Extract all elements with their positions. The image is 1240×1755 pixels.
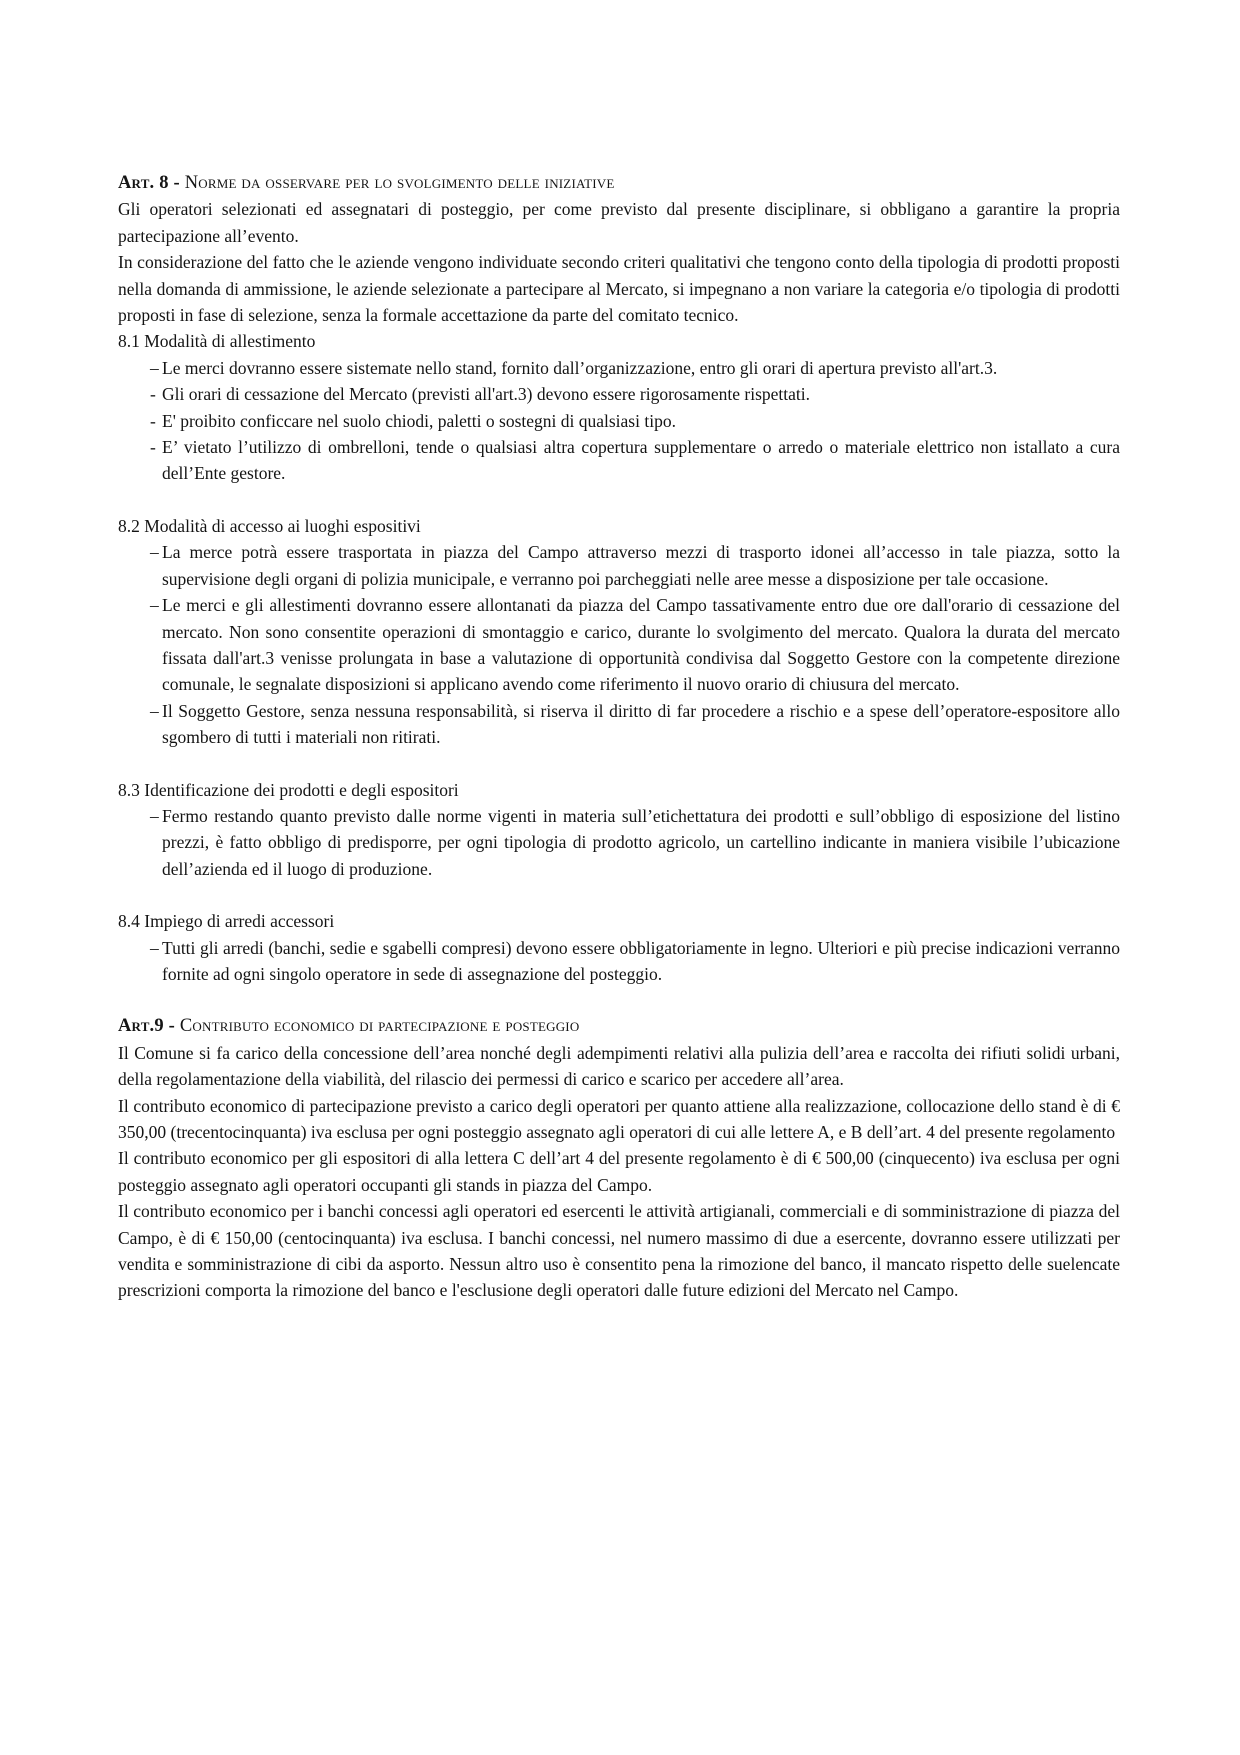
art9-heading-label: Art.9 - — [118, 1016, 180, 1037]
art8-heading-label: Art. 8 - — [118, 173, 185, 193]
list-item-marker: – — [150, 937, 159, 958]
list-item — [118, 539, 1120, 592]
art9-paragraph-4: Il contributo economico per i banchi concessi agli operatori ed esercenti le attività artigianali, commerciali e di somministrazione di piazza del Campo, è di € 150,00 (centocinquanta) iva esclusa. I banchi concessi, nel numero massimo di due a esercente, dovranno essere utilizzati per vendita e somministrazione di cibi da asporto. Nessun altro uso è consentito pena la rimozione del banco, il mancato rispetto delle suelencate prescrizioni comporta la rimozione del banco e l'esclusione degli operatori dalle future edizioni del Mercato nel Campo. — [118, 1201, 1120, 1301]
art8-heading — [118, 170, 1120, 196]
list-item-marker: – — [150, 542, 159, 563]
list-item-marker: - — [150, 437, 156, 458]
list-item-text: Le merci e gli allestimenti dovranno essere allontanati da piazza del Campo tassativamente entro due ore dall'orario di cessazione del mercato. Non sono consentite operazioni di smontaggio e carico, durante lo svolgimento del mercato. Qualora la durata del mercato fissata dall'art.3 venisse prolungata in base a valutazione di opportunità condivisa dal Soggetto Gestore con la competente direzione comunale, le segnalate disposizioni si applicano avendo come riferimento il nuovo orario di chiusura del mercato. — [162, 595, 1120, 695]
list-item-marker: – — [150, 805, 159, 826]
list-item-marker: - — [150, 384, 156, 405]
list-item-text: La merce potrà essere trasportata in piazza del Campo attraverso mezzi di trasporto idonei all’accesso in tale piazza, sotto la supervisione degli organi di polizia municipale, e verranno poi parcheggiati nelle aree messe a disposizione per tale occasione. — [162, 542, 1120, 589]
art9-heading — [118, 1013, 1120, 1039]
art9-paragraph-1: Il Comune si fa carico della concessione dell’area nonché degli adempimenti relativi alla pulizia dell’area e raccolta dei rifiuti solidi urbani, della regolamentazione della viabilità, del rilascio dei permessi di carico e scarico per accedere all’area. — [118, 1042, 1120, 1090]
list-item-text: Il Soggetto Gestore, senza nessuna responsabilità, si riserva il diritto di far procedere a rischio e a spese dell’operatore-espositore allo sgombero di tutti i materiali non ritirati. — [162, 700, 1120, 748]
art9-paragraph-2: Il contributo economico di partecipazione previsto a carico degli operatori per quanto attiene alla realizzazione, collocazione dello stand è di € 350,00 (trecentocinquanta) iva esclusa per ogni posteggio assegnato agli operatori di cui alle lettere A, e B dell’art. 4 del presente regolamento — [118, 1095, 1120, 1142]
art8-paragraph-1: Gli operatori selezionati ed assegnatari di posteggio, per come previsto dal presente disciplinare, si obbligano a garantire la propria partecipazione all’evento. — [118, 199, 1120, 246]
list-item — [118, 355, 1120, 381]
art8-paragraph-2: In considerazione del fatto che le aziende vengono individuate secondo criteri qualitativi che tengono conto della tipologia di prodotti proposti nella domanda di ammissione, le aziende selezionate a partecipare al Mercato, si impegnano a non variare la categoria e/o tipologia di prodotti proposti in fase di selezione, senza la formale accettazione da parte del comitato tecnico. — [118, 252, 1120, 326]
art9-paragraph-3: Il contributo economico per gli espositori di alla lettera C dell’art 4 del presente regolamento è di € 500,00 (cinquecento) iva esclusa per ogni posteggio assegnato agli operatori occupanti gli stands in piazza del Campo. — [118, 1148, 1120, 1195]
subsection-title-8-3: 8.3 Identificazione dei prodotti e degli espositori — [118, 779, 459, 800]
subsection-title-8-2: 8.2 Modalità di accesso ai luoghi espositivi — [118, 515, 421, 536]
list-item-text: Fermo restando quanto previsto dalle norme vigenti in materia sull’etichettatura dei prodotti e sull’obbligo di esposizione del listino prezzi, è fatto obbligo di predisporre, per ogni tipologia di prodotto agricolo, un cartellino indicante in maniera visibile l’ubicazione dell’azienda ed il luogo di produzione. — [162, 805, 1120, 879]
list-item — [118, 408, 1120, 434]
art8-heading-title: Norme da osservare per lo svolgimento delle iniziative — [184, 173, 615, 193]
list-item-marker: – — [150, 357, 159, 378]
list-item — [118, 592, 1120, 698]
list-item-marker: – — [150, 700, 159, 721]
list-item-marker: - — [150, 410, 156, 431]
list-item-text: E' proibito conficcare nel suolo chiodi, paletti o sostegni di qualsiasi tipo. — [162, 410, 676, 431]
list-item — [118, 381, 1120, 407]
list-item — [118, 698, 1120, 751]
subsection-title-8-4: 8.4 Impiego di arredi accessori — [118, 911, 335, 932]
list-item-text: Le merci dovranno essere sistemate nello stand, fornito dall’organizzazione, entro gli orari di apertura previsto all'art.3. — [162, 357, 998, 378]
list-item — [118, 935, 1120, 988]
list-item-marker: – — [150, 595, 159, 616]
list-item-text: Tutti gli arredi (banchi, sedie e sgabelli compresi) devono essere obbligatoriamente in legno. Ulteriori e più precise indicazioni verranno fornite ad ogni singolo operatore in sede di assegnazione del posteggio. — [162, 937, 1120, 984]
art9-heading-title: Contributo economico di partecipazione e posteggio — [179, 1016, 580, 1037]
list-item — [118, 434, 1120, 487]
subsection-title-8-1: 8.1 Modalità di allestimento — [118, 331, 316, 352]
list-item — [118, 803, 1120, 882]
list-item-text: Gli orari di cessazione del Mercato (previsti all'art.3) devono essere rigorosamente rispettati. — [162, 384, 810, 405]
list-item-text: E’ vietato l’utilizzo di ombrelloni, tende o qualsiasi altra copertura supplementare o arredo o materiale elettrico non istallato a cura dell’Ente gestore. — [162, 437, 1120, 484]
